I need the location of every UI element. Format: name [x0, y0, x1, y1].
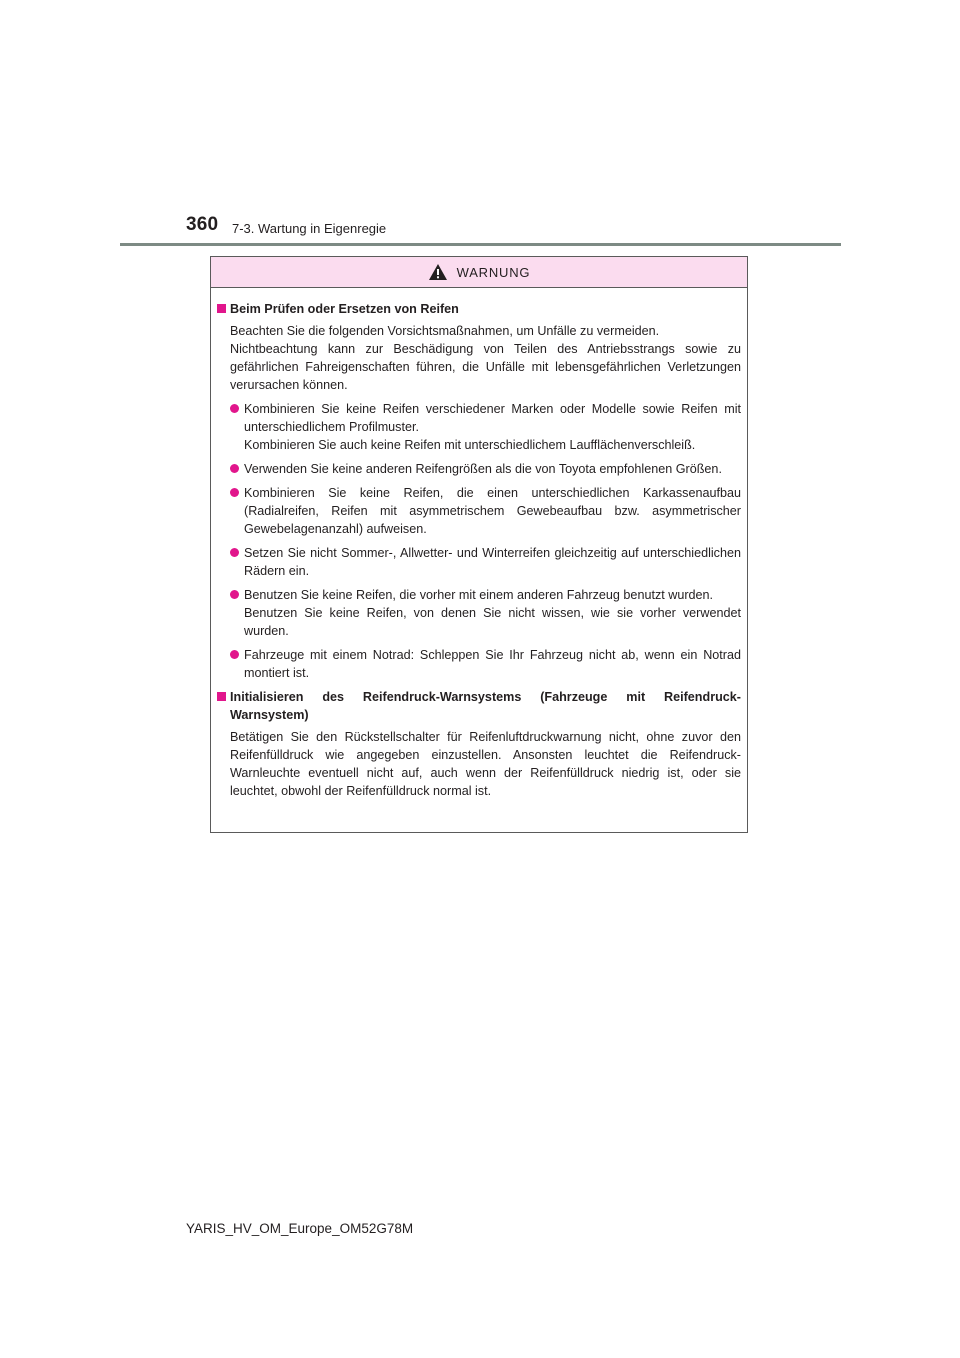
list-item — [230, 400, 741, 454]
list-item-text — [244, 460, 741, 478]
section-heading-text: Initialisieren des Reifendruck-Warnsystems (Fahrzeuge mit Reifendruck-Warnsystem) — [230, 690, 741, 722]
list-item-text — [244, 544, 741, 580]
warning-triangle-icon — [428, 263, 448, 281]
header-rule — [120, 243, 841, 246]
section-paragraph — [230, 728, 741, 800]
section-heading — [217, 688, 741, 724]
list-item-text — [244, 400, 741, 454]
circle-bullet-icon — [230, 404, 239, 413]
list-item-line: Benutzen Sie keine Reifen, von denen Sie nicht wissen, wie sie vorher verwendet wurden. — [244, 606, 741, 638]
warning-body — [211, 288, 747, 800]
list-item-text — [244, 586, 741, 640]
warning-box — [210, 256, 748, 833]
list-item-line: Kombinieren Sie keine Reifen verschiedener Marken oder Modelle sowie Reifen mit unterschiedlichem Profilmuster. — [244, 402, 741, 434]
list-item-text — [244, 646, 741, 682]
section-heading-text: Beim Prüfen oder Ersetzen von Reifen — [230, 302, 459, 316]
paragraph-line: Betätigen Sie den Rückstellschalter für Reifenluftdruckwarnung nicht, ohne zuvor den Reifenfülldruck wie angegeben einzustellen. Ansonsten leuchtet die Reifendruck-Warnleuchte eventuell nicht auf, auch wenn der Reifenfülldruck niedrig ist, oder sie leuchtet, obwohl der Reifenfülldruck normal ist. — [230, 730, 741, 798]
list-item-line: Setzen Sie nicht Sommer-, Allwetter- und Winterreifen gleichzeitig auf unterschiedlichen Rädern ein. — [244, 546, 741, 578]
list-item-line: Verwenden Sie keine anderen Reifengrößen als die von Toyota empfohlenen Größen. — [244, 462, 722, 476]
list-item-line: Fahrzeuge mit einem Notrad: Schleppen Sie Ihr Fahrzeug nicht ab, wenn ein Notrad montiert ist. — [244, 648, 741, 680]
list-item — [230, 646, 741, 682]
document-id: YARIS_HV_OM_Europe_OM52G78M — [186, 1221, 414, 1236]
paragraph-line: Nichtbeachtung kann zur Beschädigung von Teilen des Antriebsstrangs sowie zu gefährlichen Fahreigenschaften führen, die Unfälle mit lebensgefährlichen Verletzungen verursachen können. — [230, 342, 741, 392]
square-bullet-icon — [217, 692, 226, 701]
list-item-line: Benutzen Sie keine Reifen, die vorher mit einem anderen Fahrzeug benutzt wurden. — [244, 588, 714, 602]
list-item — [230, 484, 741, 538]
list-item-line: Kombinieren Sie auch keine Reifen mit unterschiedlichem Laufflächenverschleiß. — [244, 438, 696, 452]
list-item — [230, 586, 741, 640]
section-paragraph — [230, 322, 741, 394]
page-number: 360 — [186, 214, 219, 235]
circle-bullet-icon — [230, 488, 239, 497]
list-item-text — [244, 484, 741, 538]
list-item-line: Kombinieren Sie keine Reifen, die einen unterschiedlichen Karkassenaufbau (Radialreifen, Reifen mit asymmetrischem Gewebeaufbau bzw. asymmetrischer Gewebelagenanzahl) aufweisen. — [244, 486, 741, 536]
circle-bullet-icon — [230, 548, 239, 557]
warning-section-tire-check — [217, 300, 741, 682]
circle-bullet-icon — [230, 650, 239, 659]
circle-bullet-icon — [230, 590, 239, 599]
section-heading — [217, 300, 741, 318]
section-title: 7-3. Wartung in Eigenregie — [232, 221, 387, 236]
square-bullet-icon — [217, 304, 226, 313]
paragraph-line: Beachten Sie die folgenden Vorsichtsmaßnahmen, um Unfälle zu vermeiden. — [230, 324, 660, 338]
warning-section-tpms — [217, 688, 741, 800]
warning-title: WARNUNG — [456, 264, 531, 280]
list-item — [230, 460, 741, 478]
circle-bullet-icon — [230, 464, 239, 473]
warning-header — [211, 257, 747, 288]
list-item — [230, 544, 741, 580]
